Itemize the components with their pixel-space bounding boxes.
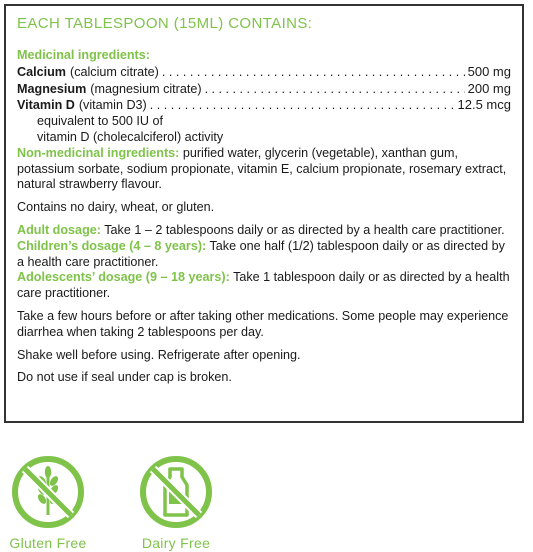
- dot-leader: [150, 98, 455, 114]
- milk-bottle-crossed-icon: [139, 455, 213, 529]
- ingredient-amount: 500 mg: [467, 63, 511, 79]
- ingredient-amount: 12.5 mcg: [457, 97, 511, 113]
- children-dosage: [17, 239, 511, 271]
- storage-text: Shake well before using. Refrigerate after opening.: [17, 347, 301, 362]
- adolescent-dosage-text: Take 1 tablespoon daily or as directed by a health care practitioner.: [17, 270, 510, 301]
- dot-leader: [162, 65, 465, 81]
- supplement-facts-panel: [4, 4, 524, 423]
- ingredient-amount: 200 mg: [467, 80, 511, 96]
- wheat-crossed-icon: [11, 455, 85, 529]
- children-dosage-heading: Children’s dosage (4 – 8 years):: [17, 238, 207, 253]
- badge-row: [0, 455, 533, 552]
- ingredient-name: Vitamin D: [17, 98, 75, 113]
- contains-no-text: Contains no dairy, wheat, or gluten.: [17, 200, 215, 215]
- children-dosage-text: Take one half (1/2) tablespoon daily or as directed by a health care practitioner.: [17, 238, 505, 269]
- non-medicinal-heading: Non-medicinal ingredients:: [17, 145, 180, 160]
- warning-text: Take a few hours before or after taking other medications. Some people may experience diarrhea when taking 2 tablespoons per day.: [17, 308, 509, 339]
- equivalent-line-1: equivalent to 500 IU of: [37, 114, 164, 129]
- equivalent-line-2: vitamin D (cholecalciferol) activity: [37, 129, 224, 144]
- gluten-free-label: Gluten Free: [9, 535, 87, 551]
- adult-dosage-text: Take 1 – 2 tablespoons daily or as directed by a health care practitioner.: [100, 222, 505, 237]
- adolescent-dosage-heading: Adolescents’ dosage (9 – 18 years):: [17, 270, 230, 285]
- ingredient-detail: (vitamin D3): [78, 98, 147, 113]
- panel-header: EACH TABLESPOON (15ML) CONTAINS:: [17, 15, 313, 32]
- ingredient-row-magnesium: [17, 81, 511, 98]
- gluten-free-badge: [3, 455, 93, 551]
- medicinal-heading: Medicinal ingredients:: [17, 48, 150, 62]
- non-medicinal-paragraph: [17, 146, 511, 193]
- dairy-free-badge: [131, 455, 221, 551]
- adult-dosage: [17, 223, 511, 239]
- ingredient-name: Calcium: [17, 64, 66, 79]
- seal-text: Do not use if seal under cap is broken.: [17, 370, 232, 385]
- dairy-free-label: Dairy Free: [141, 535, 211, 551]
- ingredient-name: Magnesium: [17, 81, 87, 96]
- dot-leader: [205, 82, 465, 98]
- ingredient-row-calcium: [17, 64, 511, 81]
- ingredient-detail: (magnesium citrate): [90, 81, 202, 96]
- ingredient-row-vitamin-d: [17, 97, 511, 114]
- adolescent-dosage: [17, 270, 511, 302]
- ingredient-detail: (calcium citrate): [70, 64, 159, 79]
- adult-dosage-heading: Adult dosage:: [17, 222, 101, 237]
- non-medicinal-text: purified water, glycerin (vegetable), xanthan gum, potassium sorbate, sodium propionate, vitamin E, calcium propionate, rosemary extract, natural strawberry flavour.: [17, 145, 507, 192]
